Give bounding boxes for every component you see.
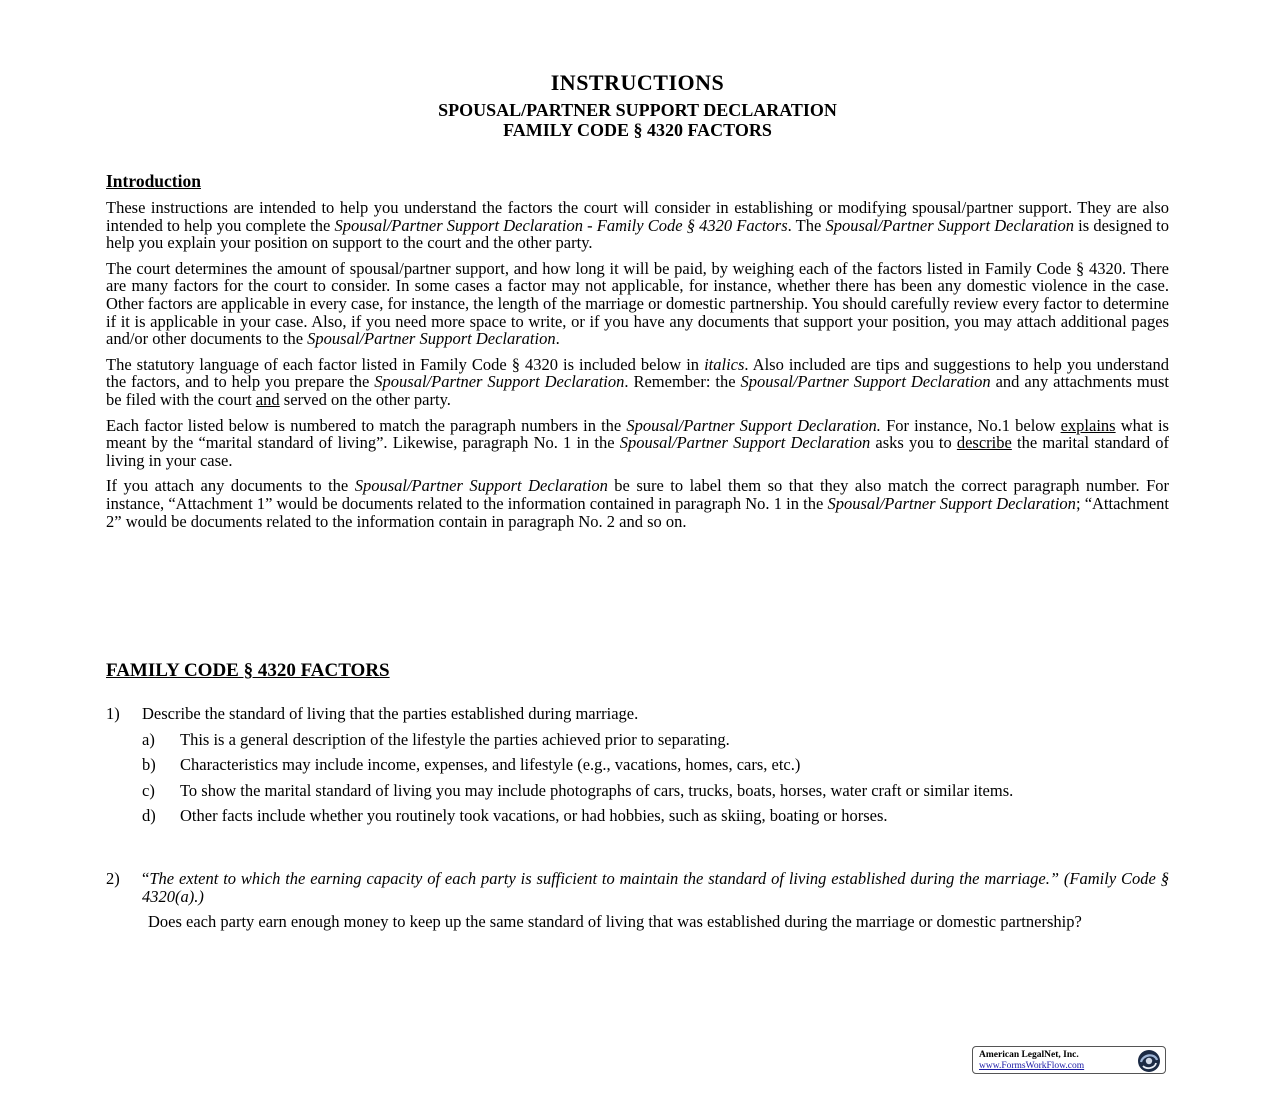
introduction-heading: Introduction <box>106 171 201 191</box>
company-link[interactable]: www.FormsWorkFlow.com <box>979 1061 1085 1071</box>
italic-text: Spousal/Partner Support Declaration. <box>626 415 881 435</box>
company-name: American LegalNet, Inc. <box>979 1050 1079 1060</box>
intro-paragraph-1 <box>106 199 1169 252</box>
text-run: the marital standard of living in your case. <box>106 433 1169 470</box>
italic-text: Spousal/Partner Support Declaration - Family Code § 4320 Factors <box>334 215 788 235</box>
italic-text: Spousal/Partner Support Declaration <box>827 493 1076 513</box>
sub-letter: b) <box>142 755 156 775</box>
text-run: . <box>555 329 560 349</box>
italic-text: Spousal/Partner Support Declaration <box>307 329 556 349</box>
italic-text: Spousal/Partner Support Declaration <box>825 215 1074 235</box>
factor-2-row <box>106 870 1169 905</box>
factor-1-sub-d <box>142 807 1169 825</box>
text-run: If you attach any documents to the <box>106 476 355 496</box>
factor-1-row <box>106 705 1169 723</box>
text-run: The statutory language of each factor listed in Family Code § 4320 is included below in <box>106 354 705 374</box>
intro-paragraph-4 <box>106 417 1169 470</box>
factor-quote <box>142 870 1169 905</box>
italic-text: Spousal/Partner Support Declaration <box>354 476 608 496</box>
italic-text: Spousal/Partner Support Declaration <box>740 372 991 392</box>
factor-number: 2) <box>106 869 120 888</box>
sub-text: Other facts include whether you routinely took vacations, or had hobbies, such as skiing, boating or horses. <box>180 806 888 826</box>
italic-text: Spousal/Partner Support Declaration <box>374 372 625 392</box>
text-run: Each factor listed below is numbered to match the paragraph numbers in the <box>106 415 627 435</box>
text-run: “ <box>142 869 150 888</box>
text-run: The court determines the amount of spousal/partner support, and how long it will be paid, by weighing each of the factors listed in Family Code § 4320. There are many factors for the court to consider. In some cases a factor may not applicable, for instance, whether there has been any domestic violence in the case. Other factors are applicable in every case, for instance, the length of the marriage or domestic partnership. You should carefully review every factor to determine if it is applicable in your case. Also, if you need more space to write, or if you have any documents that support your position, you may attach additional pages and/or other documents to the <box>106 258 1169 349</box>
text-run: and any attachments must be filed with the court <box>106 372 1170 409</box>
text-run: served on the other party. <box>279 389 451 409</box>
intro-paragraph-5 <box>106 477 1169 530</box>
factor-1 <box>106 705 1169 833</box>
text-run: . The <box>787 215 826 235</box>
factor-2 <box>106 870 1169 931</box>
factor-1-sub-b <box>142 756 1169 774</box>
document-subtitle <box>106 100 1169 140</box>
factors-heading: FAMILY CODE § 4320 FACTORS <box>106 660 390 681</box>
footer-logo[interactable] <box>972 1046 1166 1074</box>
text-run: asks you to <box>870 433 957 453</box>
sub-letter: a) <box>142 729 155 749</box>
text-run: is designed to help you explain your position on support to the court and the other party. <box>106 215 1169 253</box>
page-title: INSTRUCTIONS <box>550 70 725 95</box>
sub-letter: c) <box>142 780 155 800</box>
globe-swirl-icon <box>1136 1048 1162 1074</box>
sub-letter: d) <box>142 806 156 826</box>
underlined-text: describe <box>956 433 1012 453</box>
intro-paragraph-2 <box>106 260 1169 348</box>
text-run: what is meant by the “marital standard of living”. Likewise, paragraph No. 1 in the <box>106 415 1169 453</box>
factor-1-sub-c <box>142 782 1169 800</box>
underlined-text: explains <box>1060 415 1116 435</box>
text-run: . Remember: the <box>624 372 741 392</box>
factor-2-explanation: Does each party earn enough money to keep up the same standard of living that was established during the marriage or domestic partnership? <box>148 912 1082 932</box>
subtitle-line-2: FAMILY CODE § 4320 FACTORS <box>503 120 772 140</box>
text-run: ; “Attachment 2” would be documents related to the information contain in paragraph No. 2 and so on. <box>106 493 1169 531</box>
text-run: . Also included are tips and suggestions to help you understand the factors, and to help you prepare the <box>106 354 1170 392</box>
sub-text: To show the marital standard of living you may include photographs of cars, trucks, boats, horses, water craft or similar items. <box>180 780 1014 800</box>
text-run: For instance, No.1 below <box>880 415 1061 435</box>
introduction-section <box>106 199 1169 538</box>
italic-text: Spousal/Partner Support Declaration <box>619 433 871 453</box>
sub-text: Characteristics may include income, expenses, and lifestyle (e.g., vacations, homes, cars, etc.) <box>180 755 801 775</box>
italic-text: italics <box>704 354 745 374</box>
intro-paragraph-3 <box>106 356 1169 409</box>
subtitle-line-1: SPOUSAL/PARTNER SUPPORT DECLARATION <box>438 100 837 120</box>
factor-1-sub-a <box>142 731 1169 749</box>
italic-text: The extent to which the earning capacity of each party is sufficient to maintain the standard of living established during the marriage.” (Family Code § 4320(a).) <box>142 869 1169 906</box>
factor-number: 1) <box>106 704 120 723</box>
text-run: These instructions are intended to help you understand the factors the court will consider in establishing or modifying spousal/partner support. They are also intended to help you complete the <box>106 198 1169 235</box>
underlined-text: and <box>255 389 280 409</box>
factor-text: Describe the standard of living that the parties established during marriage. <box>142 704 639 723</box>
sub-text: This is a general description of the lifestyle the parties achieved prior to separating. <box>180 729 730 749</box>
text-run: be sure to label them so that they also match the correct paragraph number. For instance, “Attachment 1” would be documents related to the information contained in paragraph No. 1 in the <box>106 476 1169 513</box>
